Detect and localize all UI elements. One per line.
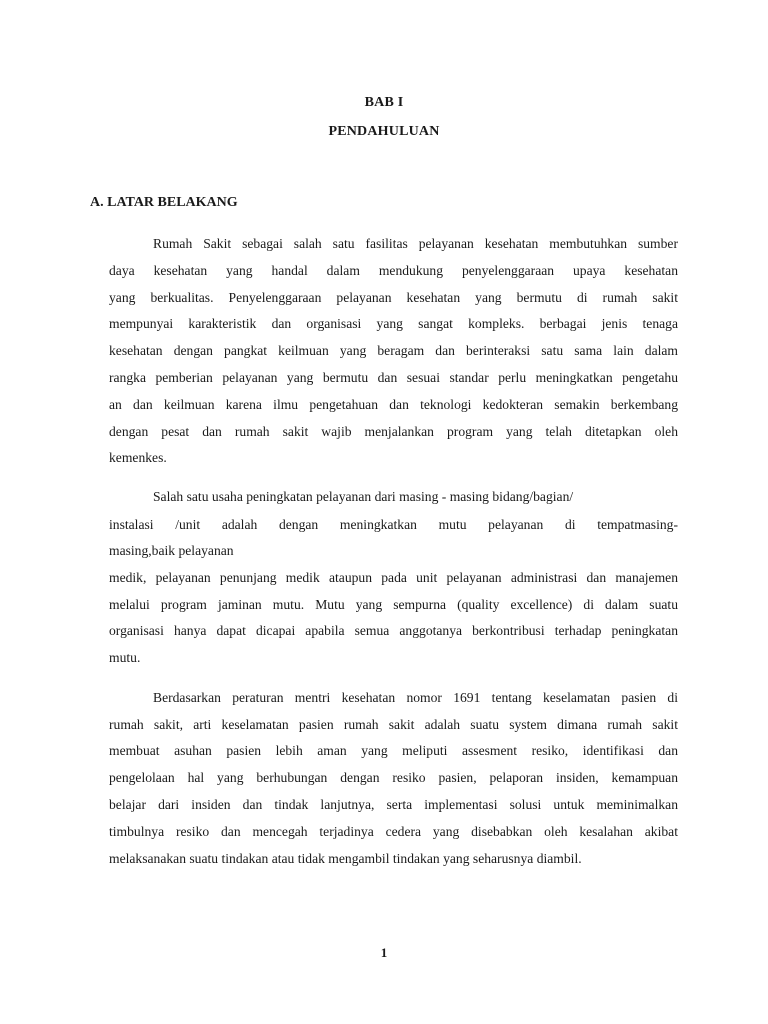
paragraph-line: melaksanakan suatu tindakan atau tidak mengambil tindakan yang seharusnya diambil. <box>109 851 582 866</box>
section-heading: A. LATAR BELAKANG <box>90 195 238 210</box>
paragraph-line: medik, pelayanan penunjang medik ataupun pada unit pelayanan administrasi dan manajemen <box>109 570 678 585</box>
chapter-heading: BAB I <box>364 95 404 110</box>
paragraph-line: an dan keilmuan karena ilmu pengetahuan dan teknologi kedokteran semakin berkembang <box>109 397 678 412</box>
paragraph-line: pengelolaan hal yang berhubungan dengan resiko pasien, pelaporan insiden, kemampuan <box>109 770 678 785</box>
paragraph-line: dengan pesat dan rumah sakit wajib menjalankan program yang telah ditetapkan oleh <box>109 424 678 439</box>
paragraph-line: mempunyai karakteristik dan organisasi yang sangat kompleks. berbagai jenis tenaga <box>109 316 678 331</box>
paragraph-line: kemenkes. <box>109 450 167 465</box>
paragraph-line: instalasi /unit adalah dengan meningkatkan mutu pelayanan di tempatmasing- <box>109 517 678 532</box>
paragraph-line: yang berkualitas. Penyelenggaraan pelayanan kesehatan yang bermutu di rumah sakit <box>109 290 678 305</box>
paragraph-line: kesehatan dengan pangkat keilmuan yang beragam dan berinteraksi satu sama lain dalam <box>109 343 678 358</box>
paragraph-line: melalui program jaminan mutu. Mutu yang sempurna (quality excellence) di dalam suatu <box>109 597 678 612</box>
paragraph-line: rumah sakit, arti keselamatan pasien rumah sakit adalah suatu system dimana rumah sakit <box>109 717 678 732</box>
paragraph-line: timbulnya resiko dan mencegah terjadinya cedera yang disebabkan oleh kesalahan akibat <box>109 824 678 839</box>
paragraph-line: membuat asuhan pasien lebih aman yang meliputi assesment resiko, identifikasi dan <box>109 743 678 758</box>
paragraph-line: belajar dari insiden dan tindak lanjutnya, serta implementasi solusi untuk meminimalkan <box>109 797 678 812</box>
paragraph-line: rangka pemberian pelayanan yang bermutu dan sesuai standar perlu meningkatkan pengetahu <box>109 370 678 385</box>
paragraph-line: organisasi hanya dapat dicapai apabila semua anggotanya berkontribusi terhadap peningkatan <box>109 623 678 638</box>
page-number: 1 <box>380 945 388 960</box>
paragraph-line: Salah satu usaha peningkatan pelayanan dari masing - masing bidang/bagian/ <box>153 489 574 504</box>
paragraph-line: daya kesehatan yang handal dalam mendukung penyelenggaraan upaya kesehatan <box>109 263 678 278</box>
paragraph-line: Rumah Sakit sebagai salah satu fasilitas pelayanan kesehatan membutuhkan sumber <box>153 236 678 251</box>
paragraph-line: mutu. <box>109 650 141 665</box>
chapter-title: PENDAHULUAN <box>328 124 440 139</box>
paragraph-line: Berdasarkan peraturan mentri kesehatan nomor 1691 tentang keselamatan pasien di <box>153 690 678 705</box>
paragraph-line: masing,baik pelayanan <box>109 543 234 558</box>
